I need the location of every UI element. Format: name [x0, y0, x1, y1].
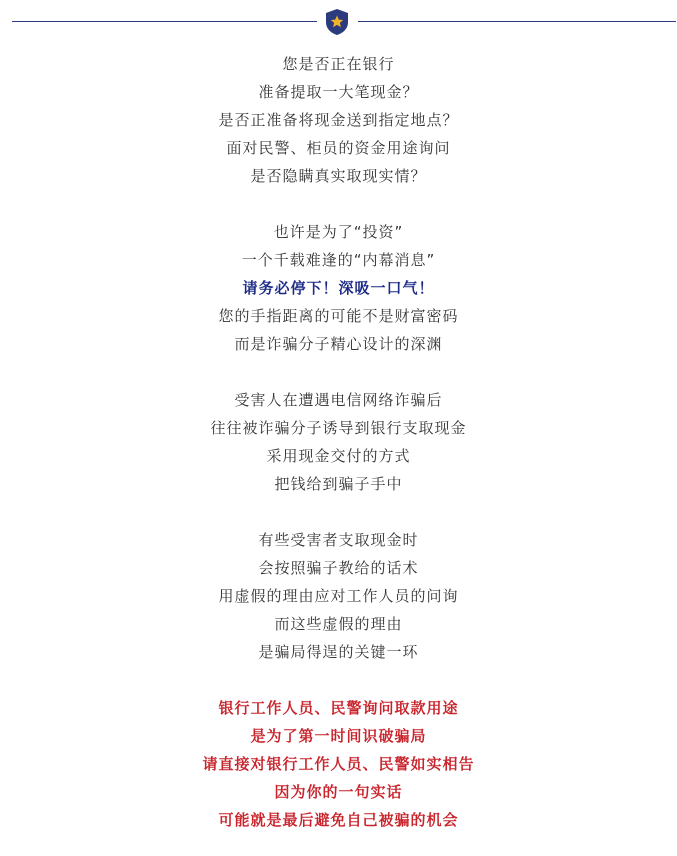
warning-text-line: 是为了第一时间识破骗局 [250, 727, 427, 745]
text-line: 把钱给到骗子手中 [274, 475, 403, 493]
text-line: 是骗局得逞的关键一环 [258, 643, 419, 661]
warning-text-line: 可能就是最后避免自己被骗的机会 [218, 811, 459, 829]
paragraph-spacer [0, 358, 677, 386]
text-line: 有些受害者支取现金时 [258, 531, 419, 549]
text-line: 而这些虚假的理由 [274, 615, 403, 633]
police-badge-star-icon [324, 8, 350, 36]
text-line: 您的手指距离的可能不是财富密码 [218, 307, 459, 325]
text-line: 是否正准备将现金送到指定地点？ [218, 111, 459, 129]
text-line: 用虚假的理由应对工作人员的问询 [218, 587, 459, 605]
warning-text-line: 银行工作人员、民警询问取款用途 [218, 699, 459, 717]
paragraph-tell-truth [0, 694, 677, 834]
text-line: 而是诈骗分子精心设计的深渊 [234, 335, 443, 353]
text-line: 您是否正在银行 [282, 55, 395, 73]
text-line: 准备提取一大笔现金？ [258, 83, 419, 101]
divider-line-left [12, 21, 317, 22]
warning-text-line: 请直接对银行工作人员、民警如实相告 [202, 755, 475, 773]
text-line: 受害人在遭遇电信网络诈骗后 [234, 391, 443, 409]
text-line: 是否隐瞒真实取现实情？ [250, 167, 427, 185]
text-line: 一个千载难逢的“内幕消息” [241, 251, 436, 269]
text-line: 往往被诈骗分子诱导到银行支取现金 [210, 419, 467, 437]
text-line: 采用现金交付的方式 [266, 447, 411, 465]
paragraph-spacer [0, 190, 677, 218]
paragraph-bank-withdrawal [0, 50, 677, 190]
paragraph-false-reasons [0, 526, 677, 666]
highlight-warning-line: 请务必停下！深吸一口气！ [242, 279, 435, 297]
warning-text-line: 因为你的一句实话 [274, 783, 403, 801]
text-line: 也许是为了“投资” [273, 223, 404, 241]
header-divider [0, 0, 677, 44]
paragraph-investment-lure [0, 218, 677, 358]
divider-line-right [358, 21, 676, 22]
text-line: 面对民警、柜员的资金用途询问 [226, 139, 451, 157]
paragraph-spacer [0, 498, 677, 526]
paragraph-fraud-method [0, 386, 677, 498]
paragraph-spacer [0, 666, 677, 694]
article-body [0, 50, 677, 834]
text-line: 会按照骗子教给的话术 [258, 559, 419, 577]
